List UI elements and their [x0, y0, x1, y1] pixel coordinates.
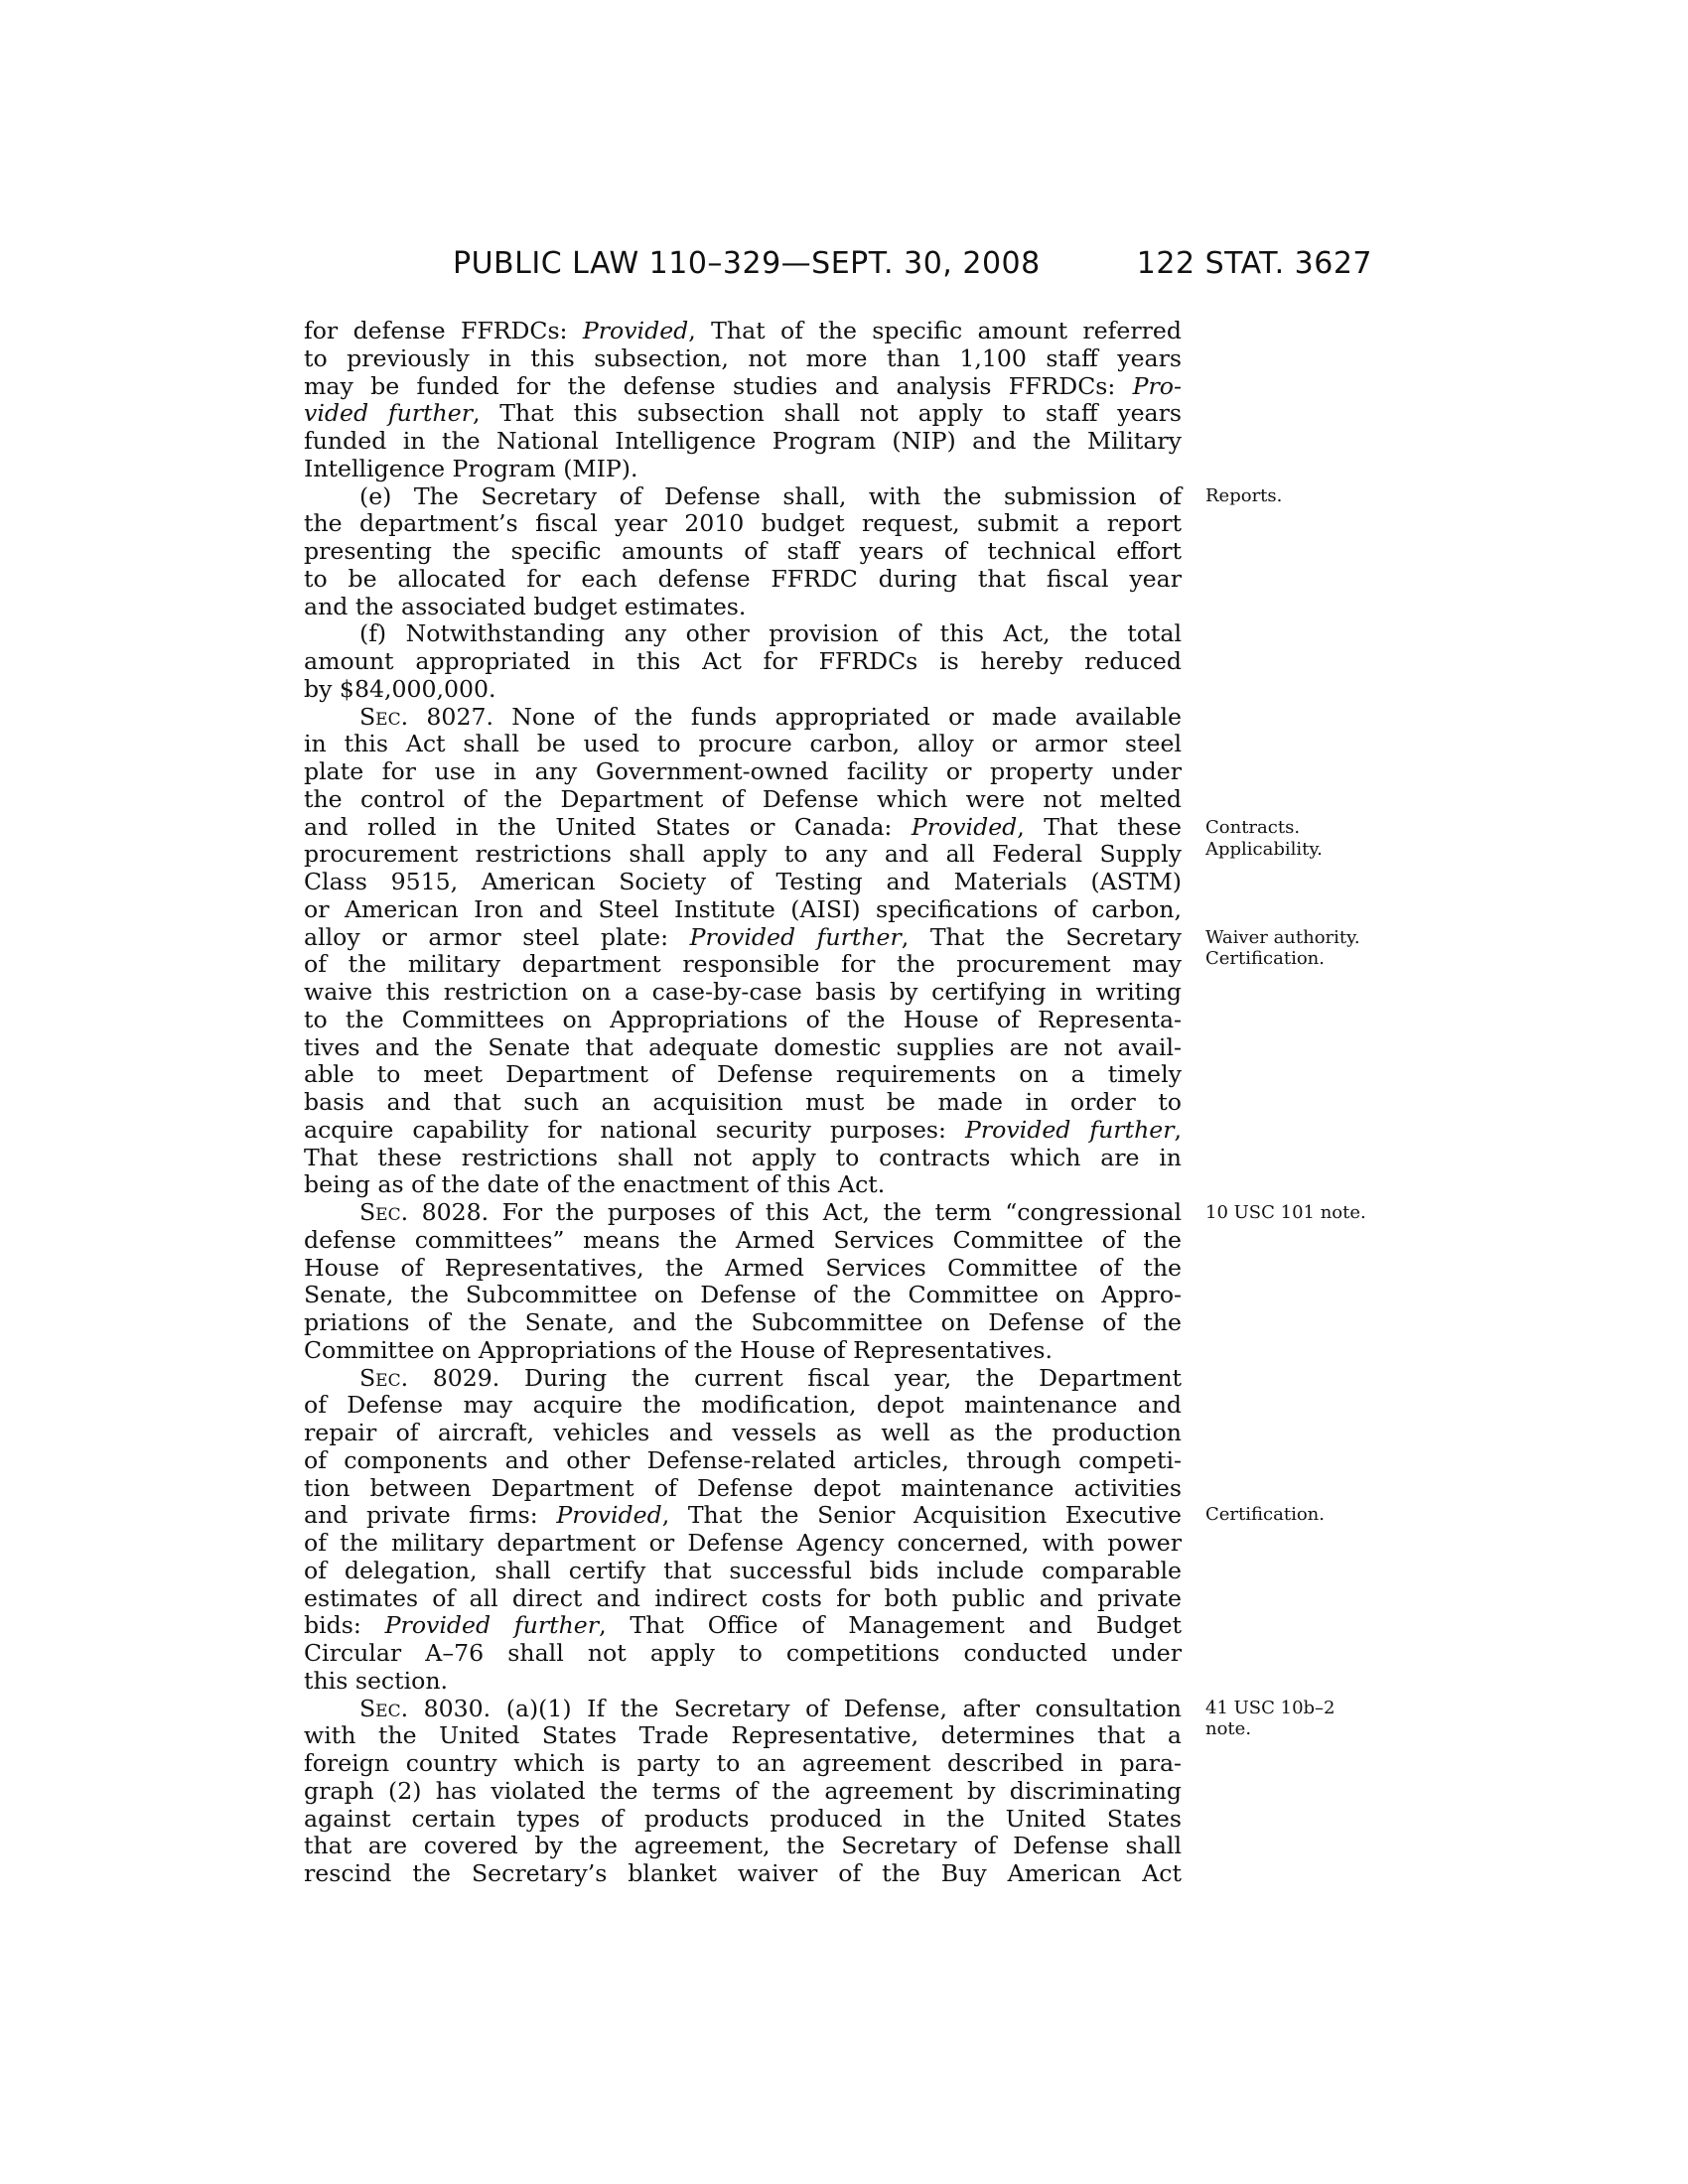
text-line: or American Iron and Steel Institute (AISI) specifications of carbon,	[304, 894, 1182, 923]
margin-note-usc-reference: 41 USC 10b–2	[1205, 1698, 1336, 1718]
text-line: Committee on Appropriations of the House of Representatives.	[304, 1335, 1053, 1364]
text-line: priations of the Senate, and the Subcommittee on Defense of the	[304, 1308, 1182, 1336]
text-line: of Defense may acquire the modification, depot maintenance and	[304, 1391, 1182, 1420]
text-line: and rolled in the United States or Canada: Provided, That these	[304, 812, 1182, 841]
text-line: waive this restriction on a case-by-case basis by certifying in writing	[304, 978, 1182, 1006]
margin-note-applicability: Applicability.	[1205, 839, 1323, 860]
text-line: basis and that such an acquisition must be made in order to	[304, 1088, 1182, 1116]
text-line: the control of the Department of Defense which were not melted	[304, 784, 1182, 813]
text-line: of components and other Defense-related articles, through competi-	[304, 1445, 1182, 1474]
text-line: Circular A–76 shall not apply to competitions conducted under	[304, 1639, 1182, 1667]
text-line: that are covered by the agreement, the Secretary of Defense shall	[304, 1832, 1182, 1860]
margin-note-certification: Certification.	[1205, 948, 1325, 969]
text-line: graph (2) has violated the terms of the agreement by discriminating	[304, 1776, 1182, 1805]
section-8030-heading-line: Sec. 8030. (a)(1) If the Secretary of Defense, after consultation	[359, 1694, 1182, 1722]
text-line: repair of aircraft, vehicles and vessels as well as the production	[304, 1419, 1182, 1446]
text-line: alloy or armor steel plate: Provided further, That the Secretary	[304, 922, 1183, 951]
text-line: (f) Notwithstanding any other provision of this Act, the total	[359, 619, 1182, 648]
margin-note-usc-reference: 10 USC 101 note.	[1205, 1202, 1366, 1223]
text-line: plate for use in any Government-owned facility or property under	[304, 757, 1182, 785]
text-line: of the military department or Defense Agency concerned, with power	[304, 1529, 1182, 1557]
body-text	[304, 318, 1182, 1888]
running-header-stat-page: 122 STAT. 3627	[1136, 246, 1372, 281]
text-line: tion between Department of Defense depot maintenance activities	[304, 1473, 1182, 1502]
text-line: tives and the Senate that adequate domestic supplies are not avail-	[304, 1032, 1182, 1061]
text-line: of the military department responsible for the procurement may	[304, 950, 1182, 979]
text-line: to previously in this subsection, not more than 1,100 staff years	[304, 343, 1182, 372]
margin-note-certification: Certification.	[1205, 1504, 1325, 1525]
text-line: Class 9515, American Society of Testing and Materials (ASTM)	[304, 868, 1182, 895]
text-line: (e) The Secretary of Defense shall, with the submission of	[359, 481, 1182, 510]
margin-note-reports: Reports.	[1205, 485, 1283, 506]
section-8028-heading-line: Sec. 8028. For the purposes of this Act, the term “congressional	[359, 1198, 1182, 1226]
section-8029-heading-line: Sec. 8029. During the current fiscal year, the Department	[359, 1363, 1182, 1392]
text-line: rescind the Secretary’s blanket waiver of the Buy American Act	[304, 1859, 1182, 1887]
text-line: of delegation, shall certify that successful bids include comparable	[304, 1556, 1182, 1584]
text-line: Senate, the Subcommittee on Defense of the Committee on Appro-	[304, 1281, 1182, 1309]
text-line: and private firms: Provided, That the Senior Acquisition Executive	[304, 1501, 1183, 1530]
text-line: may be funded for the defense studies and analysis FFRDCs: Pro-	[304, 371, 1182, 400]
text-line: amount appropriated in this Act for FFRDCs is hereby reduced	[304, 647, 1182, 675]
text-line: the department’s fiscal year 2010 budget request, submit a report	[304, 509, 1182, 538]
running-header-title: PUBLIC LAW 110–329—SEPT. 30, 2008	[453, 246, 1041, 281]
text-line: against certain types of products produced in the United States	[304, 1804, 1182, 1833]
text-line: by $84,000,000.	[304, 674, 496, 703]
text-line: House of Representatives, the Armed Services Committee of the	[304, 1253, 1182, 1282]
text-line: in this Act shall be used to procure carbon, alloy or armor steel	[304, 730, 1182, 758]
margin-note-contracts: Contracts.	[1205, 817, 1301, 838]
text-line: being as of the date of the enactment of this Act.	[304, 1170, 886, 1199]
text-line: defense committees” means the Armed Services Committee of the	[304, 1225, 1182, 1254]
text-line: That these restrictions shall not apply to contracts which are in	[304, 1143, 1182, 1171]
text-line: to the Committees on Appropriations of the House of Representa-	[304, 1005, 1182, 1033]
text-line: able to meet Department of Defense requirements on a timely	[304, 1060, 1182, 1089]
text-line: with the United States Trade Representative, determines that a	[304, 1721, 1182, 1750]
text-line: to be allocated for each defense FFRDC during that fiscal year	[304, 564, 1182, 593]
margin-note-usc-reference-cont: note.	[1205, 1718, 1252, 1739]
text-line: presenting the specific amounts of staff years of technical effort	[304, 537, 1182, 565]
text-line: funded in the National Intelligence Program (NIP) and the Military	[304, 427, 1182, 455]
section-8027-heading-line: Sec. 8027. None of the funds appropriated or made available	[359, 702, 1182, 731]
text-line: and the associated budget estimates.	[304, 592, 747, 620]
text-line: acquire capability for national security purposes: Provided further,	[304, 1115, 1183, 1144]
text-line: vided further, That this subsection shall not apply to staff years	[304, 399, 1183, 428]
text-line: procurement restrictions shall apply to any and all Federal Supply	[304, 840, 1182, 869]
text-line: bids: Provided further, That Office of Management and Budget	[304, 1611, 1183, 1640]
text-line: Intelligence Program (MIP).	[304, 454, 638, 482]
text-line: this section.	[304, 1666, 449, 1695]
text-line: foreign country which is party to an agreement described in para-	[304, 1749, 1182, 1777]
text-line: for defense FFRDCs: Provided, That of the specific amount referred	[304, 317, 1182, 344]
margin-note-waiver-authority: Waiver authority.	[1205, 927, 1360, 948]
text-line: estimates of all direct and indirect costs for both public and private	[304, 1583, 1182, 1612]
